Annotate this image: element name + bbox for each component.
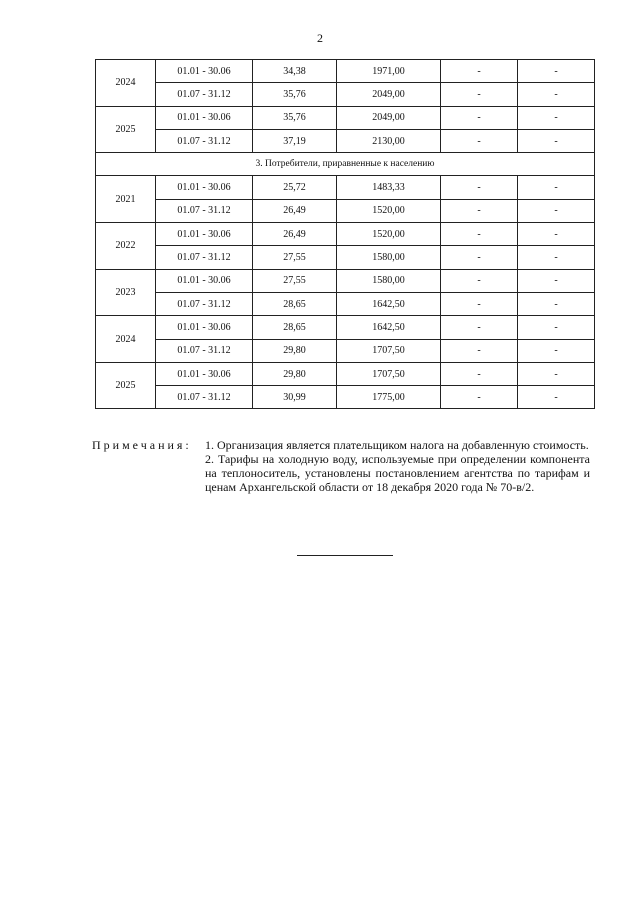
value-cell: 1580,00 xyxy=(337,269,441,292)
table-row xyxy=(96,386,595,409)
value-cell: - xyxy=(518,362,595,385)
value-cell: 35,76 xyxy=(253,106,337,129)
period-cell: 01.01 - 30.06 xyxy=(156,362,253,385)
value-cell: 26,49 xyxy=(253,199,337,222)
period-cell: 01.07 - 31.12 xyxy=(156,339,253,362)
table-row xyxy=(96,60,595,83)
table-row xyxy=(96,223,595,246)
period-cell: 01.07 - 31.12 xyxy=(156,292,253,315)
value-cell: 1520,00 xyxy=(337,199,441,222)
period-cell: 01.01 - 30.06 xyxy=(156,176,253,199)
value-cell: - xyxy=(441,269,518,292)
table-row xyxy=(96,106,595,129)
period-cell: 01.07 - 31.12 xyxy=(156,386,253,409)
note-item: 2. Тарифы на холодную воду, используемые при определении компонента на теплоноситель, установлены постановлением агентства по тарифам и ценам Архангельской области от 18 декабря 2020 года № 70-в/2. xyxy=(205,452,590,494)
period-cell: 01.07 - 31.12 xyxy=(156,199,253,222)
period-cell: 01.07 - 31.12 xyxy=(156,83,253,106)
value-cell: 1707,50 xyxy=(337,362,441,385)
value-cell: - xyxy=(441,339,518,362)
value-cell: 1642,50 xyxy=(337,316,441,339)
value-cell: - xyxy=(518,60,595,83)
value-cell: 28,65 xyxy=(253,292,337,315)
value-cell: 30,99 xyxy=(253,386,337,409)
value-cell: - xyxy=(441,223,518,246)
period-cell: 01.01 - 30.06 xyxy=(156,106,253,129)
value-cell: 2049,00 xyxy=(337,106,441,129)
section-heading: 3. Потребители, приравненные к населению xyxy=(96,153,595,176)
value-cell: 26,49 xyxy=(253,223,337,246)
value-cell: - xyxy=(441,106,518,129)
value-cell: - xyxy=(441,292,518,315)
value-cell: - xyxy=(441,362,518,385)
period-cell: 01.01 - 30.06 xyxy=(156,316,253,339)
table-row xyxy=(96,199,595,222)
value-cell: 1707,50 xyxy=(337,339,441,362)
table-row xyxy=(96,269,595,292)
period-cell: 01.01 - 30.06 xyxy=(156,60,253,83)
value-cell: 27,55 xyxy=(253,246,337,269)
value-cell: 1971,00 xyxy=(337,60,441,83)
value-cell: 28,65 xyxy=(253,316,337,339)
table-row xyxy=(96,362,595,385)
value-cell: - xyxy=(441,316,518,339)
table-row xyxy=(96,316,595,339)
value-cell: - xyxy=(441,246,518,269)
value-cell: 34,38 xyxy=(253,60,337,83)
table-row xyxy=(96,339,595,362)
page-number: 2 xyxy=(317,31,323,45)
year-cell: 2022 xyxy=(96,223,156,270)
value-cell: 1520,00 xyxy=(337,223,441,246)
value-cell: - xyxy=(441,60,518,83)
value-cell: - xyxy=(518,269,595,292)
value-cell: - xyxy=(518,199,595,222)
value-cell: - xyxy=(518,292,595,315)
value-cell: - xyxy=(441,386,518,409)
year-cell: 2024 xyxy=(96,60,156,107)
value-cell: 1775,00 xyxy=(337,386,441,409)
tariff-table-section-body xyxy=(96,153,595,176)
period-cell: 01.01 - 30.06 xyxy=(156,269,253,292)
value-cell: - xyxy=(441,199,518,222)
value-cell: 35,76 xyxy=(253,83,337,106)
value-cell: - xyxy=(518,176,595,199)
year-cell: 2024 xyxy=(96,316,156,363)
value-cell: - xyxy=(518,83,595,106)
notes-list xyxy=(205,438,590,494)
tariff-table-upper-body xyxy=(96,60,595,153)
value-cell: 1483,33 xyxy=(337,176,441,199)
value-cell: 27,55 xyxy=(253,269,337,292)
value-cell: 2049,00 xyxy=(337,83,441,106)
closing-rule xyxy=(297,555,393,556)
year-cell: 2025 xyxy=(96,106,156,153)
table-row xyxy=(96,292,595,315)
tariff-table-lower-body xyxy=(96,176,595,409)
value-cell: - xyxy=(518,246,595,269)
year-cell: 2023 xyxy=(96,269,156,316)
value-cell: 29,80 xyxy=(253,339,337,362)
section-heading-row xyxy=(96,153,595,176)
note-item: 1. Организация является плательщиком налога на добавленную стоимость. xyxy=(205,438,589,452)
value-cell: - xyxy=(518,386,595,409)
value-cell: - xyxy=(518,316,595,339)
value-cell: - xyxy=(518,339,595,362)
value-cell: - xyxy=(441,83,518,106)
value-cell: - xyxy=(441,176,518,199)
table-row xyxy=(96,83,595,106)
value-cell: - xyxy=(518,106,595,129)
period-cell: 01.07 - 31.12 xyxy=(156,129,253,152)
value-cell: 1580,00 xyxy=(337,246,441,269)
period-cell: 01.01 - 30.06 xyxy=(156,223,253,246)
value-cell: 37,19 xyxy=(253,129,337,152)
value-cell: 29,80 xyxy=(253,362,337,385)
notes-label: Примечания: xyxy=(92,438,192,452)
value-cell: 1642,50 xyxy=(337,292,441,315)
table-row xyxy=(96,176,595,199)
value-cell: 2130,00 xyxy=(337,129,441,152)
value-cell: - xyxy=(518,129,595,152)
period-cell: 01.07 - 31.12 xyxy=(156,246,253,269)
year-cell: 2025 xyxy=(96,362,156,409)
tariff-table xyxy=(95,59,595,409)
table-row xyxy=(96,246,595,269)
table-row xyxy=(96,129,595,152)
value-cell: - xyxy=(441,129,518,152)
year-cell: 2021 xyxy=(96,176,156,223)
value-cell: 25,72 xyxy=(253,176,337,199)
value-cell: - xyxy=(518,223,595,246)
